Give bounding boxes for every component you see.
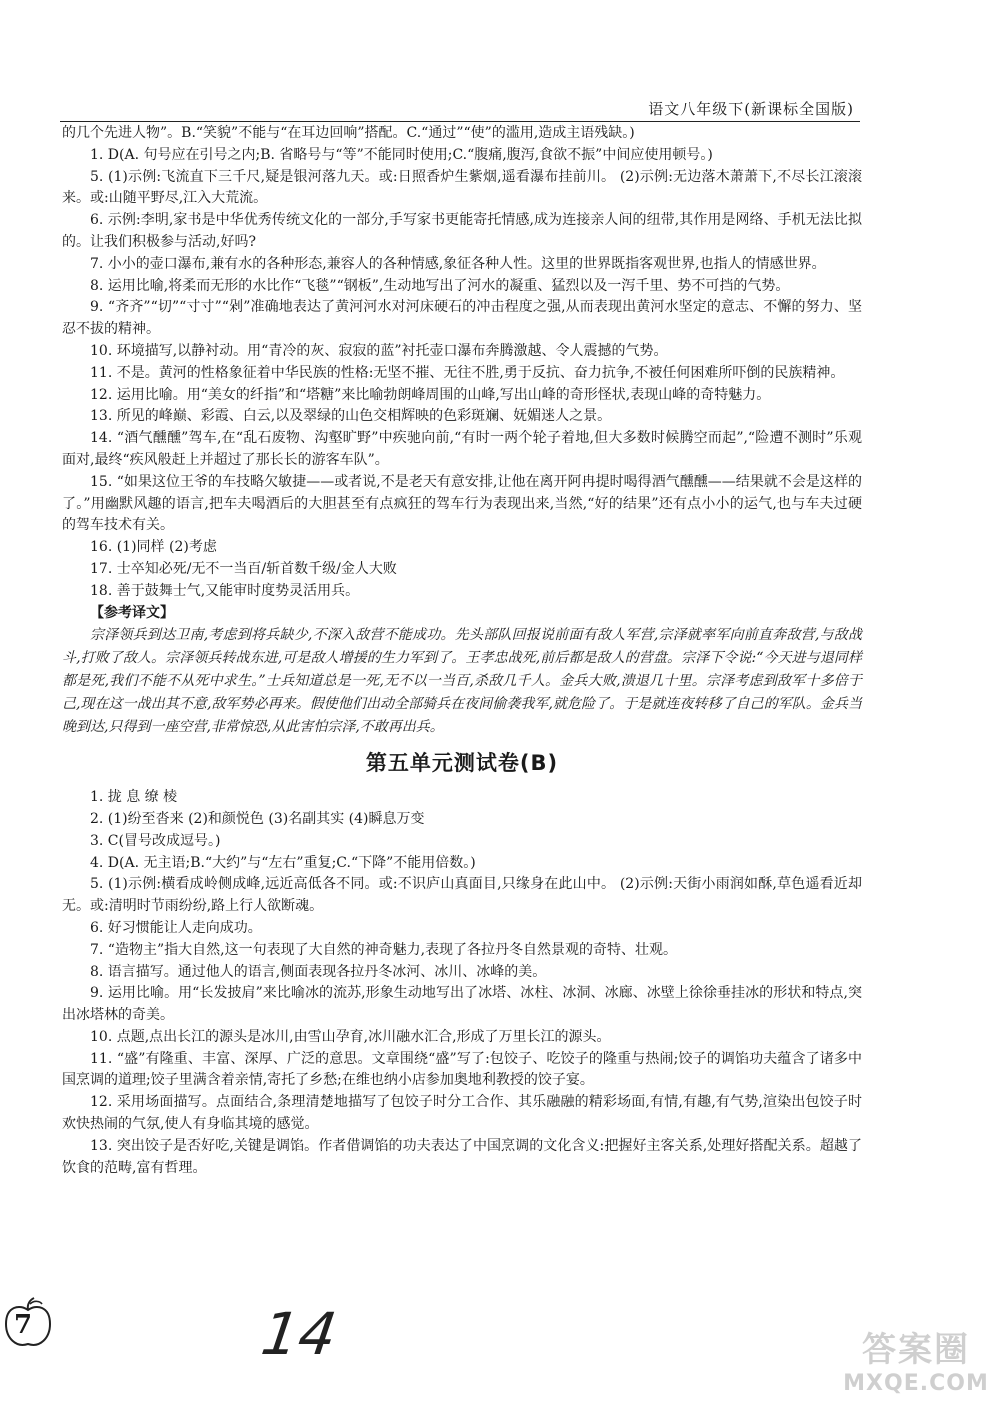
answer-paragraph: 1. 拢 息 缭 棱 xyxy=(90,789,178,806)
answer-paragraph: 7. “造物主”指大自然,这一句表现了大自然的神奇魅力,表现了各拉丹冬自然景观的奇特、壮观。 xyxy=(90,941,678,958)
answer-paragraph: 12. 采用场面描写。点面结合,条理清楚地描写了包饺子时分工合作、其乐融融的精彩场面,有情,有趣,有气势,渲染出包饺子时欢快热闹的气氛,使人有身临其境的感觉。 xyxy=(62,1094,862,1133)
answer-paragraph: 6. 示例:李明,家书是中华优秀传统文化的一部分,手写家书更能寄托情感,成为连接亲人间的纽带,其作用是网络、手机无法比拟的。让我们积极参与活动,好吗? xyxy=(62,212,862,250)
translation-text: 宗泽领兵到达卫南,考虑到将兵缺少,不深入敌营不能成功。先头部队回报说前面有敌人军营,宗泽就率军向前直奔敌营,与敌战斗,打败了敌人。宗泽领兵转战东进,可是敌人增援的生力军到了。王孝忠战死,前后都是敌人的营盘。宗泽下令说:“今天进与退同样都是死,我们不能不从死中求生。”士兵知道总是一死,无不以一当百,杀敌几千人。金兵大败,溃退几十里。宗泽考虑到敌军十多倍于己,现在这一战出其不意,敌军势必再来。假使他们出动全部骑兵在夜间偷袭我军,就危险了。于是就连夜转移了自己的军队。金兵当晚到达,只得到一座空营,非常惊恐,从此害怕宗泽,不敢再出兵。 xyxy=(62,627,862,736)
answer-paragraph: 9. “齐齐”“切”“寸寸”“剁”准确地表达了黄河河水对河床硬石的冲击程度之强,从而表现出黄河水坚定的意志、不懈的努力、坚忍不拔的精神。 xyxy=(62,299,862,338)
answer-paragraph: 7. 小小的壶口瀑布,兼有水的各种形态,兼容人的各种情感,象征各种人性。这里的世界既指客观世界,也指人的情感世界。 xyxy=(90,255,826,272)
answer-paragraph: 2. (1)纷至沓来 (2)和颜悦色 (3)名副其实 (4)瞬息万变 xyxy=(90,810,425,827)
reference-translation xyxy=(62,624,862,739)
answer-paragraph: 15. “如果这位王爷的车技略欠敏捷——或者说,不是老天有意安排,让他在离开阿冉提时喝得酒气醺醺——结果就不会是这样的了。”用幽默风趣的语言,把车夫喝酒后的大胆甚至有点疯狂的驾车行为表现出来,当然,“好的结果”还有点小小的运气,也与车夫过硬的驾车技术有关。 xyxy=(62,473,862,534)
answer-paragraph: 16. (1)同样 (2)考虑 xyxy=(90,539,217,556)
answer-paragraph: 17. 士卒知必死/无不一当百/斩首数千级/金人大败 xyxy=(90,560,397,577)
answers-part-2 xyxy=(62,787,862,1179)
answer-paragraph: 8. 语言描写。通过他人的语言,侧面表现各拉丹冬冰河、冰川、冰峰的美。 xyxy=(90,963,547,980)
answer-paragraph: 12. 运用比喻。用“美女的纤指”和“塔糖”来比喻勃朗峰周围的山峰,写出山峰的奇形怪状,表现山峰的奇特魅力。 xyxy=(90,386,771,403)
header-rule xyxy=(60,121,860,122)
page-header: 语文八年级下(新课标全国版) xyxy=(648,100,854,118)
answer-paragraph: 5. (1)示例:横看成岭侧成峰,远近高低各不同。或:不识庐山真面目,只缘身在此山中。 (2)示例:天街小雨润如酥,草色遥看近却无。或:清明时节雨纷纷,路上行人欲断魂。 xyxy=(62,876,862,915)
page-content xyxy=(62,123,862,1179)
answer-paragraph: 3. C(冒号改成逗号。) xyxy=(90,832,221,849)
answer-paragraph: 9. 运用比喻。用“长发披肩”来比喻冰的流苏,形象生动地写出了冰塔、冰柱、冰洞、冰廊、冰壁上徐徐垂挂冰的形状和特点,突出冰塔林的奇美。 xyxy=(62,985,862,1024)
watermark-line-1: 答案圈 xyxy=(862,1330,970,1370)
answer-paragraph: 11. “盛”有隆重、丰富、深厚、广泛的意思。文章围绕“盛”写了:包饺子、吃饺子的隆重与热闹;饺子的调馅功夫蕴含了诸多中国烹调的道理;饺子里满含着亲情,寄托了乡愁;在维也纳小店参加奥地利教授的饺子宴。 xyxy=(62,1050,862,1089)
answer-paragraph: 4. D(A. 无主语;B.“大约”与“左右”重复;C.“下降”不能用倍数。) xyxy=(90,854,476,871)
answer-paragraph: 10. 点题,点出长江的源头是冰川,由雪山孕育,冰川融水汇合,形成了万里长江的源头。 xyxy=(90,1028,611,1045)
answer-paragraph: 6. 好习惯能让人走向成功。 xyxy=(90,919,262,936)
answer-paragraph: 13. 所见的峰巅、彩霞、白云,以及翠绿的山色交相辉映的色彩斑斓、妩媚迷人之景。 xyxy=(90,408,612,425)
answer-paragraph: 11. 不是。黄河的性格象征着中华民族的性格:无坚不摧、无往不胜,勇于反抗、奋力抗争,不被任何困难所吓倒的民族精神。 xyxy=(90,364,845,381)
section-title: 第五单元测试卷(B) xyxy=(365,751,559,776)
answer-paragraph: 10. 环境描写,以静衬动。用“青冷的灰、寂寂的蓝”衬托壶口瀑布奔腾激越、令人震撼的气势。 xyxy=(90,342,668,359)
answer-paragraph: 的几个先进人物”。B.“笑貌”不能与“在耳边回响”搭配。C.“通过”“使”的滥用,造成主语残缺。) xyxy=(62,125,635,141)
handwritten-note: 14 xyxy=(257,1300,341,1368)
watermark-line-2: MXQE.COM xyxy=(843,1371,989,1396)
watermark xyxy=(836,1322,996,1404)
page-number-badge xyxy=(0,1296,56,1352)
answer-paragraph: 5. (1)示例:飞流直下三千尺,疑是银河落九天。或:日照香炉生紫烟,遥看瀑布挂前川。 (2)示例:无边落木萧萧下,不尽长江滚滚来。或:山随平野尽,江入大荒流。 xyxy=(62,168,862,207)
reference-translation-label: 【参考译文】 xyxy=(90,604,174,621)
answer-paragraph: 8. 运用比喻,将柔而无形的水比作“飞毯”“钢板”,生动地写出了河水的凝重、猛烈以及一泻千里、势不可挡的气势。 xyxy=(90,277,790,294)
answer-paragraph: 1. D(A. 句号应在引号之内;B. 省略号与“等”不能同时使用;C.“腹痛,腹泻,食欲不振”中间应使用顿号。) xyxy=(90,146,713,163)
answer-paragraph: 14. “酒气醺醺”驾车,在“乱石废物、沟壑旷野”中疾驰向前,“有时一两个轮子着地,但大多数时候腾空而起”,“险遭不测时”乐观面对,最终“疾风般赶上并超过了那长长的游客车队”。 xyxy=(62,430,862,468)
answer-paragraph: 18. 善于鼓舞士气,又能审时度势灵活用兵。 xyxy=(90,582,360,599)
answer-paragraph: 13. 突出饺子是否好吃,关键是调馅。作者借调馅的功夫表达了中国烹调的文化含义:把握好主客关系,处理好搭配关系。超越了饮食的范畴,富有哲理。 xyxy=(62,1137,862,1176)
answers-part-1 xyxy=(62,123,862,603)
page-number: 7 xyxy=(14,1310,33,1340)
